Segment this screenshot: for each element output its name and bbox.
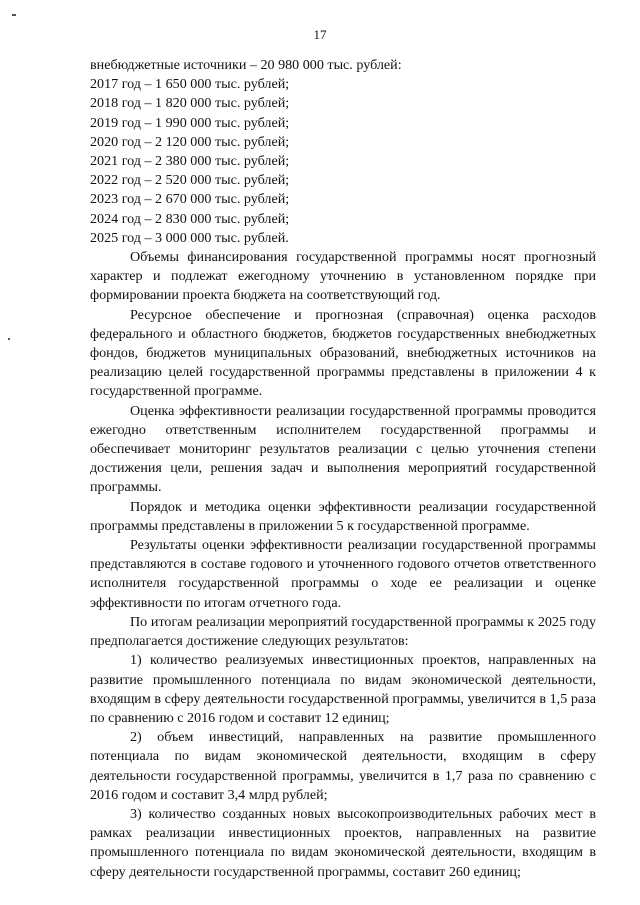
paragraph-evaluation-results: Результаты оценки эффективности реализации государственной программы представляются в составе годового и уточненного годового отчетов ответственного исполнителя государственной программы о ходе ее реализации и оценке эффективности по итогам отчетного года. bbox=[90, 537, 596, 611]
scan-mark-left bbox=[8, 338, 10, 340]
paragraph-evaluation-method: Порядок и методика оценки эффективности реализации государственной программы представлены в приложении 5 к государственной программе. bbox=[90, 498, 596, 534]
page-number: 17 bbox=[313, 27, 327, 42]
funding-year-2025: 2025 год – 3 000 000 тыс. рублей. bbox=[90, 229, 289, 246]
funding-year-2021: 2021 год – 2 380 000 тыс. рублей; bbox=[90, 153, 290, 170]
funding-year-2019: 2019 год – 1 990 000 тыс. рублей; bbox=[90, 114, 290, 131]
paragraph-funding-forecast: Объемы финансирования государственной программы носят прогнозный характер и подлежат ежегодному уточнению в установленном порядке при формировании проекта бюджета на соответствующий год. bbox=[90, 249, 596, 304]
paragraph-expected-results-intro: По итогам реализации мероприятий государственной программы к 2025 году предполагается достижение следующих результатов: bbox=[90, 613, 596, 650]
paragraph-efficiency-evaluation: Оценка эффективности реализации государственной программы проводится ежегодно ответственным исполнителем государственной программы и обеспечивает мониторинг результатов реализации с целью уточнения степени достижения цели, решения задач и выполнения мероприятий государственной программы. bbox=[90, 402, 596, 496]
result-item-1: 1) количество реализуемых инвестиционных проектов, направленных на развитие промышленного потенциала по видам экономической деятельности, входящим в сферу деятельности государственной программы, увеличится в 1,5 раза по сравнению с 2016 годом и составит 12 единиц; bbox=[90, 652, 596, 726]
funding-year-2022: 2022 год – 2 520 000 тыс. рублей; bbox=[90, 172, 290, 189]
scan-mark-top bbox=[12, 14, 16, 16]
funding-year-2020: 2020 год – 2 120 000 тыс. рублей; bbox=[90, 133, 290, 150]
result-item-2: 2) объем инвестиций, направленных на развитие промышленного потенциала по видам экономической деятельности, входящим в сферу деятельности государственной программы, увеличится в 1,7 раза по сравнению с 2016 годом и составит 3,4 млрд рублей; bbox=[90, 729, 596, 803]
funding-year-2017: 2017 год – 1 650 000 тыс. рублей; bbox=[90, 76, 290, 93]
funding-year-2024: 2024 год – 2 830 000 тыс. рублей; bbox=[90, 210, 290, 227]
document-body bbox=[90, 56, 596, 882]
funding-total-line: внебюджетные источники – 20 980 000 тыс. рублей: bbox=[90, 57, 402, 73]
result-item-3: 3) количество созданных новых высокопроизводительных рабочих мест в рамках реализации инвестиционных проектов, направленных на развитие промышленного потенциала по видам экономической деятельности, входящим в сферу деятельности государственной программы, составит 260 единиц; bbox=[90, 805, 596, 880]
funding-year-2018: 2018 год – 1 820 000 тыс. рублей; bbox=[90, 95, 290, 112]
funding-year-2023: 2023 год – 2 670 000 тыс. рублей; bbox=[90, 191, 290, 208]
paragraph-resource-support: Ресурсное обеспечение и прогнозная (справочная) оценка расходов федерального и областного бюджетов, бюджетов государственных внебюджетных фондов, бюджетов муниципальных образований, внебюджетных источников на реализацию целей государственной программы представлены в приложении 4 к государственной программе. bbox=[90, 306, 596, 400]
